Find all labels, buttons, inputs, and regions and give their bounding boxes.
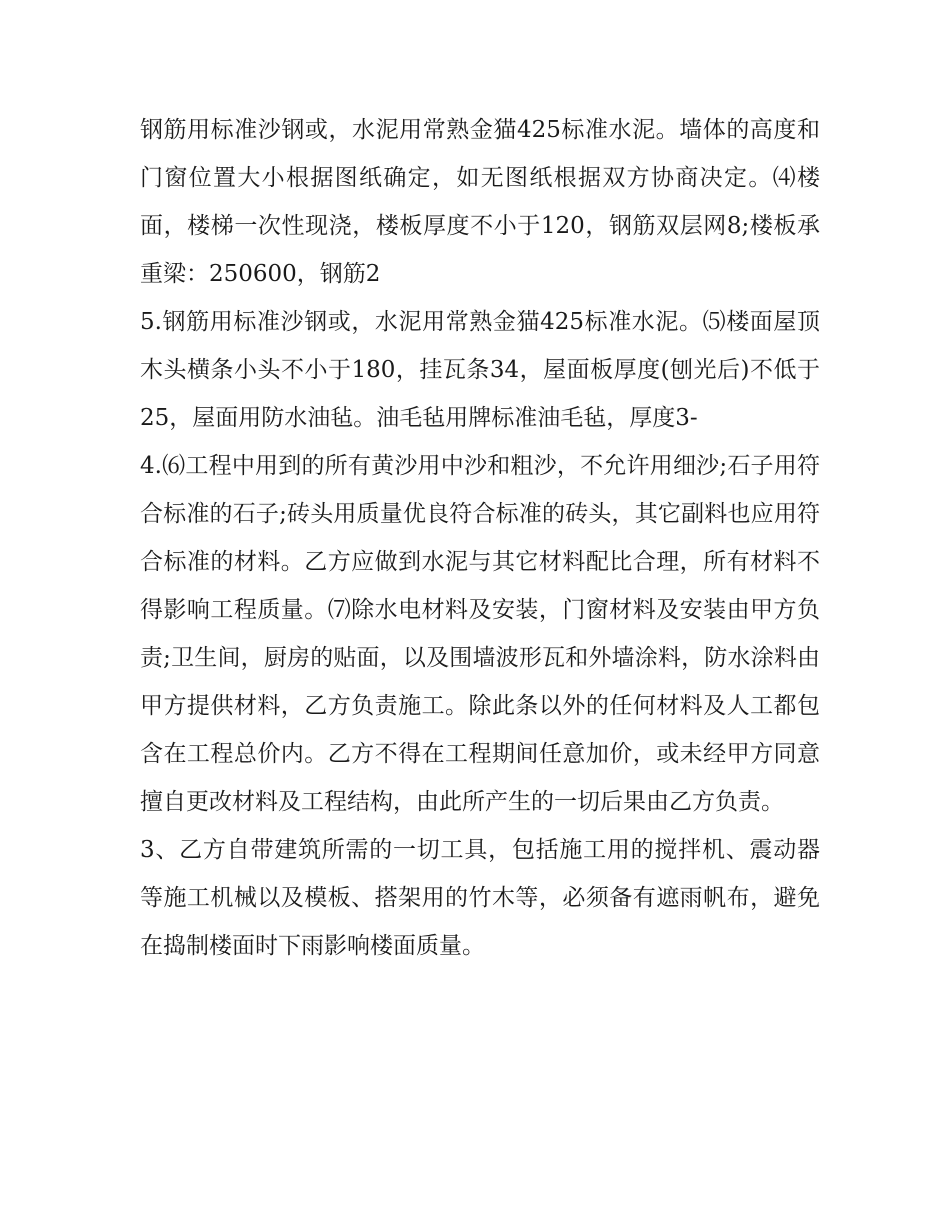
paragraph-1: 钢筋用标准沙钢或，水泥用常熟金猫425标准水泥。墙体的高度和门窗位置大小根据图纸确定，如无图纸根据双方协商决定。⑷楼面，楼梯一次性现浇，楼板厚度不小于120，钢筋双层网8;楼板承重梁：250600，钢筋2 [140, 117, 820, 287]
paragraph-2: 5.钢筋用标准沙钢或，水泥用常熟金猫425标准水泥。⑸楼面屋顶木头横条小头不小于180，挂瓦条34，屋面板厚度(刨光后)不低于25，屋面用防水油毡。油毛毡用牌标准油毛毡，厚度3- [140, 309, 820, 431]
document-body [140, 106, 820, 970]
paragraph-4: 3、乙方自带建筑所需的一切工具，包括施工用的搅拌机、震动器等施工机械以及模板、搭架用的竹木等，必须备有遮雨帆布，避免在捣制楼面时下雨影响楼面质量。 [140, 837, 820, 959]
paragraph-3: 4.⑹工程中用到的所有黄沙用中沙和粗沙，不允许用细沙;石子用符合标准的石子;砖头用质量优良符合标准的砖头，其它副料也应用符合标准的材料。乙方应做到水泥与其它材料配比合理，所有材料不得影响工程质量。⑺除水电材料及安装，门窗材料及安装由甲方负责;卫生间，厨房的贴面，以及围墙波形瓦和外墙涂料，防水涂料由甲方提供材料，乙方负责施工。除此条以外的任何材料及人工都包含在工程总价内。乙方不得在工程期间任意加价，或未经甲方同意擅自更改材料及工程结构，由此所产生的一切后果由乙方负责。 [140, 453, 820, 815]
